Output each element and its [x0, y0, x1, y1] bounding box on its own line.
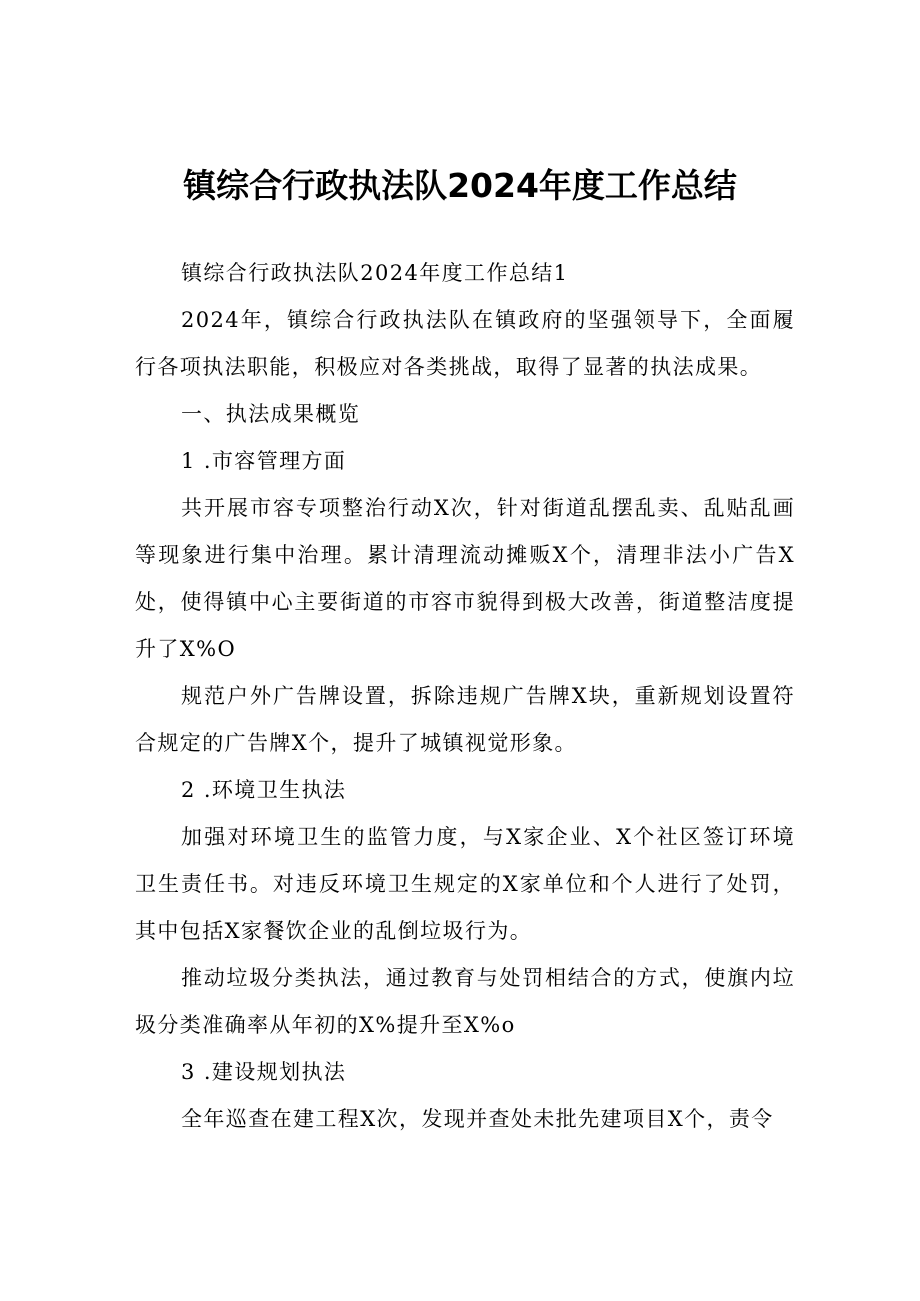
document-title: 镇综合行政执法队2024年度工作总结 [183, 166, 737, 205]
document-body [135, 250, 795, 1143]
body-paragraph: 全年巡查在建工程X次，发现并查处未批先建项目X个，责令 [181, 1107, 774, 1131]
body-paragraph: 推动垃圾分类执法，通过教育与处罚相结合的方式，使旗内垃圾分类准确率从年初的X%提升至X%o [135, 966, 795, 1037]
subtitle-line: 镇综合行政执法队2024年度工作总结1 [181, 261, 569, 285]
body-paragraph: 规范户外广告牌设置，拆除违规广告牌X块，重新规划设置符合规定的广告牌X个，提升了城镇视觉形象。 [135, 684, 795, 755]
subsection-heading: 2 .环境卫生执法 [181, 778, 347, 802]
intro-paragraph: 2024年，镇综合行政执法队在镇政府的坚强领导下，全面履行各项执法职能，积极应对各类挑战，取得了显著的执法成果。 [135, 308, 795, 379]
section-heading: 一、执法成果概览 [181, 402, 361, 426]
subsection-heading: 3 .建设规划执法 [181, 1060, 347, 1084]
subsection-heading: 1 .市容管理方面 [181, 449, 347, 473]
body-paragraph: 共开展市容专项整治行动X次，针对街道乱摆乱卖、乱贴乱画等现象进行集中治理。累计清理流动摊贩X个，清理非法小广告X处，使得镇中心主要街道的市容市貌得到极大改善，街道整洁度提升了X%O [135, 496, 795, 661]
body-paragraph: 加强对环境卫生的监管力度，与X家企业、X个社区签订环境卫生责任书。对违反环境卫生规定的X家单位和个人进行了处罚，其中包括X家餐饮企业的乱倒垃圾行为。 [135, 825, 795, 943]
